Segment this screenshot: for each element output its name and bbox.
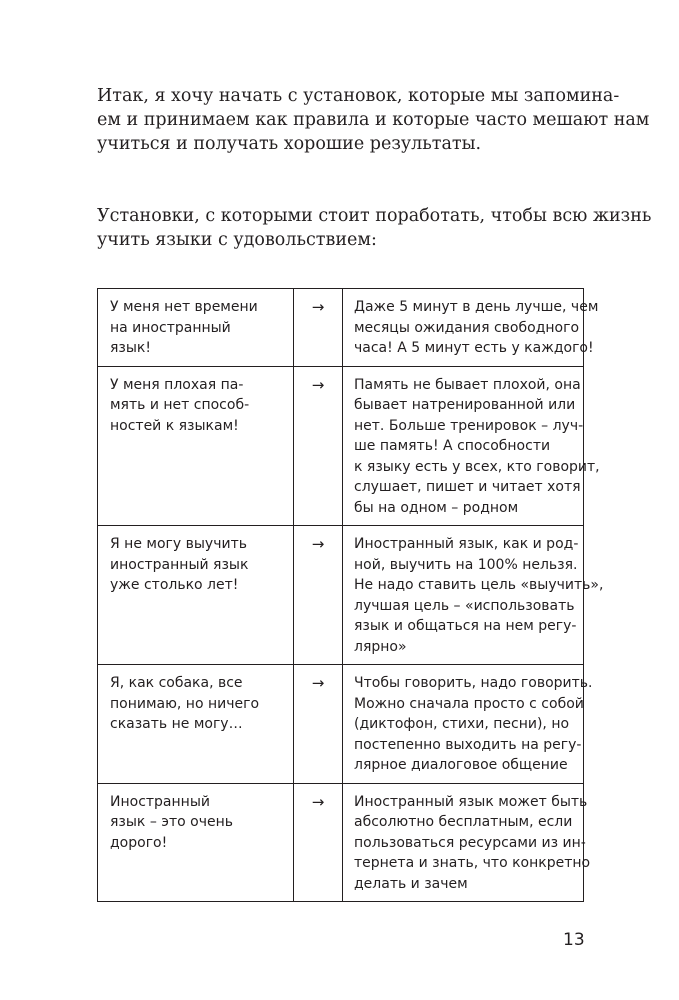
- beliefs-table: [97, 288, 604, 902]
- reframe-cell: [343, 783, 591, 902]
- reframe-line: тернета и знать, что конкретно: [354, 855, 591, 871]
- reframe-line: месяцы ожидания свободного: [354, 319, 580, 336]
- reframe-cell: [343, 366, 600, 526]
- arrow-right-icon: →: [294, 289, 343, 367]
- subtitle-line: Установки, с которыми стоит поработать, чтобы всю жизнь: [97, 206, 652, 226]
- belief-line: Я, как собака, все: [110, 675, 243, 691]
- belief-line: уже столько лет!: [110, 577, 239, 593]
- table-row: [98, 526, 584, 665]
- reframe-line: ше память! А способности: [354, 438, 551, 454]
- arrow-right-icon: →: [294, 783, 343, 902]
- reframe-line: бывает натренированной или: [354, 397, 576, 413]
- belief-line: дорого!: [110, 834, 168, 851]
- belief-line: на иностранный: [110, 319, 231, 336]
- belief-line: У меня плохая па-: [110, 376, 244, 393]
- belief-line: У меня нет времени: [110, 299, 258, 315]
- page-number: 13: [563, 930, 585, 950]
- belief-line: понимаю, но ничего: [110, 695, 260, 712]
- reframe-line: Иностранный язык может быть: [354, 793, 588, 810]
- table-row: [98, 783, 584, 902]
- reframe-line: бы на одном – родном: [354, 499, 519, 516]
- arrow-right-icon: →: [294, 665, 343, 784]
- reframe-line: постепенно выходить на регу-: [354, 736, 582, 753]
- intro-paragraph: [97, 84, 650, 156]
- belief-line: мять и нет способ-: [110, 397, 250, 413]
- reframe-line: Не надо ставить цель «выучить»,: [354, 577, 604, 593]
- reframe-line: Чтобы говорить, надо говорить.: [354, 675, 593, 691]
- reframe-line: Даже 5 минут в день лучше, чем: [354, 299, 599, 315]
- reframe-cell: [343, 665, 593, 784]
- intro-line: ем и принимаем как правила и которые часто мешают нам: [97, 110, 650, 130]
- reframe-line: абсолютно бесплатным, если: [354, 814, 573, 830]
- arrow-right-icon: →: [294, 366, 343, 526]
- reframe-cell: [343, 526, 604, 665]
- reframe-line: к языку есть у всех, кто говорит,: [354, 458, 600, 475]
- reframe-line: ной, выучить на 100% нельзя.: [354, 556, 578, 573]
- reframe-line: Иностранный язык, как и род-: [354, 536, 579, 552]
- table-intro-paragraph: [97, 204, 652, 252]
- belief-line: иностранный язык: [110, 556, 249, 573]
- subtitle-line: учить языки с удовольствием:: [97, 230, 377, 250]
- belief-cell: [98, 526, 294, 665]
- intro-line: учиться и получать хорошие результаты.: [97, 134, 482, 154]
- reframe-line: пользоваться ресурсами из ин-: [354, 834, 586, 851]
- belief-line: Я не могу выучить: [110, 536, 247, 552]
- reframe-line: слушает, пишет и читает хотя: [354, 479, 581, 495]
- reframe-line: язык и общаться на нем регу-: [354, 618, 577, 634]
- belief-line: язык!: [110, 340, 151, 356]
- reframe-line: лярное диалоговое общение: [354, 757, 568, 773]
- reframe-line: (диктофон, стихи, песни), но: [354, 716, 570, 732]
- belief-cell: [98, 783, 294, 902]
- reframe-cell: [343, 289, 599, 367]
- reframe-line: часа! А 5 минут есть у каждого!: [354, 340, 594, 356]
- belief-cell: [98, 289, 294, 367]
- reframe-line: Можно сначала просто с собой: [354, 695, 584, 712]
- reframe-line: нет. Больше тренировок – луч-: [354, 417, 584, 434]
- table-row: [98, 665, 584, 784]
- belief-cell: [98, 665, 294, 784]
- table-row: [98, 366, 584, 526]
- reframe-line: делать и зачем: [354, 875, 468, 892]
- reframe-line: лярно»: [354, 638, 407, 655]
- intro-line: Итак, я хочу начать с установок, которые мы запомина-: [97, 86, 620, 106]
- belief-line: сказать не могу…: [110, 716, 243, 732]
- belief-line: Иностранный: [110, 793, 210, 810]
- belief-line: ностей к языкам!: [110, 417, 239, 434]
- belief-line: язык – это очень: [110, 814, 233, 830]
- belief-cell: [98, 366, 294, 526]
- table-row: [98, 289, 584, 367]
- reframe-line: Память не бывает плохой, она: [354, 376, 581, 393]
- arrow-right-icon: →: [294, 526, 343, 665]
- reframe-line: лучшая цель – «использовать: [354, 597, 575, 614]
- beliefs-table-body: [98, 289, 604, 902]
